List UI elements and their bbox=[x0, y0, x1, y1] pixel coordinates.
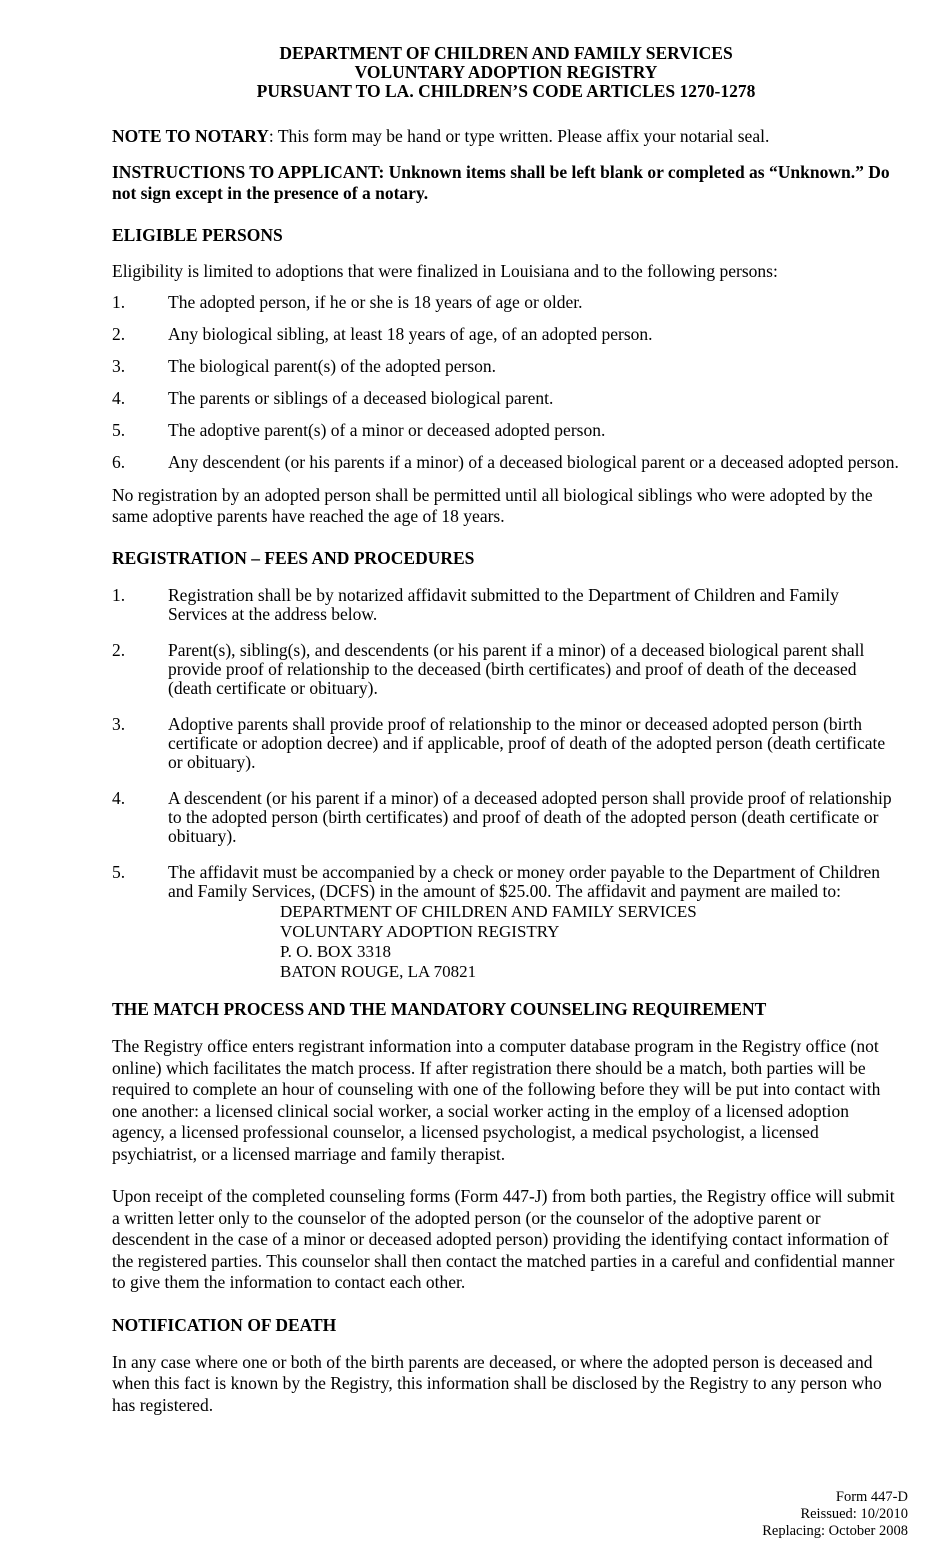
match-paragraph-2: Upon receipt of the completed counseling forms (Form 447-J) from both parties, the Registry office will submit a written letter only to the counselor of the adopted person (or the counselor of the adoptive parent or descendent in the case of a minor or deceased adopted person) providing the identifying contact information of the registered parties. This counselor shall then contact the matched parties in a careful and confidential manner to give them the information to contact each other. bbox=[112, 1186, 895, 1292]
list-item bbox=[112, 789, 902, 846]
eligible-persons-title: ELIGIBLE PERSONS bbox=[112, 225, 283, 245]
list-item bbox=[112, 389, 902, 408]
list-item bbox=[112, 586, 902, 624]
list-item-number: 4. bbox=[112, 788, 126, 808]
note-text: : This form may be hand or type written. Please affix your notarial seal. bbox=[268, 126, 770, 146]
list-item-number: 3. bbox=[112, 714, 126, 734]
list-item-number: 1. bbox=[112, 292, 126, 312]
list-item bbox=[112, 863, 902, 982]
document-header bbox=[110, 44, 902, 101]
address-line-4: BATON ROUGE, LA 70821 bbox=[280, 962, 477, 981]
list-item bbox=[112, 325, 902, 344]
list-item bbox=[112, 293, 902, 312]
notification-of-death-title: NOTIFICATION OF DEATH bbox=[112, 1314, 337, 1335]
form-replacing: Replacing: October 2008 bbox=[762, 1523, 908, 1539]
list-item-number: 2. bbox=[112, 324, 126, 344]
list-item-text: A descendent (or his parent if a minor) of a deceased adopted person shall provide proof of relationship to the adopted person (birth certificates) and proof of death of the adopted person (death certificate or obituary). bbox=[168, 788, 892, 846]
list-item-text: The adoptive parent(s) of a minor or deceased adopted person. bbox=[168, 420, 606, 440]
list-item bbox=[112, 357, 902, 376]
note-to-notary bbox=[112, 126, 902, 147]
list-item bbox=[112, 715, 902, 772]
match-paragraph-1: The Registry office enters registrant information into a computer database program in the Registry office (not online) which facilitates the match process. If after registration there should be a match, both parties will be required to complete an hour of counseling with one of the following before they will be put into contact with one another: a licensed clinical social worker, a social worker acting in the employ of a licensed adoption agency, a licensed professional counselor, a licensed psychologist, a medical psychologist, a licensed psychiatrist, or a licensed marriage and family therapist. bbox=[112, 1036, 881, 1164]
instructions-to-applicant: INSTRUCTIONS TO APPLICANT: Unknown items shall be left blank or completed as “Unknown.” Do not sign except in the presence of a notary. bbox=[112, 162, 890, 203]
list-item-text: The adopted person, if he or she is 18 years of age or older. bbox=[168, 292, 583, 312]
header-line-2: VOLUNTARY ADOPTION REGISTRY bbox=[354, 62, 658, 82]
list-item-number: 4. bbox=[112, 388, 126, 408]
address-line-3: P. O. BOX 3318 bbox=[280, 942, 391, 961]
list-item-text-body: The affidavit must be accompanied by a check or money order payable to the Department of Children and Family Services, (DCFS) in the amount of $25.00. The affidavit and payment are mailed to: bbox=[168, 862, 881, 901]
list-item-text: Parent(s), sibling(s), and descendents (or his parent if a minor) of a deceased biological parent shall provide proof of relationship to the deceased (birth certificates) and proof of death of the deceased (death certificate or obituary). bbox=[168, 640, 865, 698]
eligible-list bbox=[112, 293, 902, 472]
header-line-1: DEPARTMENT OF CHILDREN AND FAMILY SERVICES bbox=[279, 43, 733, 63]
list-item bbox=[112, 641, 902, 698]
list-item-text: Any biological sibling, at least 18 years of age, of an adopted person. bbox=[168, 324, 653, 344]
notification-of-death-text: In any case where one or both of the birth parents are deceased, or where the adopted person is deceased and when this fact is known by the Registry, this information shall be disclosed by the Registry to any person who has registered. bbox=[112, 1351, 882, 1415]
form-number: Form 447-D bbox=[835, 1489, 908, 1505]
eligible-intro: Eligibility is limited to adoptions that were finalized in Louisiana and to the following persons: bbox=[112, 261, 778, 281]
list-item-text: The biological parent(s) of the adopted person. bbox=[168, 356, 497, 376]
address-line-2: VOLUNTARY ADOPTION REGISTRY bbox=[280, 922, 560, 941]
list-item-text bbox=[168, 863, 902, 982]
match-process-title: THE MATCH PROCESS AND THE MANDATORY COUNSELING REQUIREMENT bbox=[112, 999, 767, 1019]
list-item bbox=[112, 453, 902, 472]
list-item-text: Registration shall be by notarized affidavit submitted to the Department of Children and Family Services at the address below. bbox=[168, 585, 839, 624]
list-item bbox=[112, 421, 902, 440]
list-item-number: 5. bbox=[112, 420, 126, 440]
form-footer bbox=[762, 1489, 908, 1540]
list-item-number: 3. bbox=[112, 356, 126, 376]
address-line-1: DEPARTMENT OF CHILDREN AND FAMILY SERVICES bbox=[280, 902, 697, 921]
form-reissued: Reissued: 10/2010 bbox=[800, 1506, 908, 1522]
list-item-text: The parents or siblings of a deceased biological parent. bbox=[168, 388, 554, 408]
list-item-number: 5. bbox=[112, 862, 126, 882]
document-page bbox=[112, 44, 902, 1416]
mailing-address bbox=[280, 902, 902, 982]
registration-list bbox=[112, 586, 902, 982]
list-item-number: 6. bbox=[112, 452, 126, 472]
note-label: NOTE TO NOTARY bbox=[112, 126, 269, 146]
list-item-number: 2. bbox=[112, 640, 126, 660]
list-item-number: 1. bbox=[112, 585, 126, 605]
eligible-closing: No registration by an adopted person shall be permitted until all biological siblings who were adopted by the same adoptive parents have reached the age of 18 years. bbox=[112, 485, 873, 526]
registration-title: REGISTRATION – FEES AND PROCEDURES bbox=[112, 548, 475, 568]
list-item-text: Any descendent (or his parents if a minor) of a deceased biological parent or a deceased adopted person. bbox=[168, 452, 899, 472]
header-line-3: PURSUANT TO LA. CHILDREN’S CODE ARTICLES 1270-1278 bbox=[256, 81, 756, 101]
list-item-text: Adoptive parents shall provide proof of relationship to the minor or deceased adopted person (birth certificate or adoption decree) and if applicable, proof of death of the adopted person (death certificate or obituary). bbox=[168, 714, 886, 772]
